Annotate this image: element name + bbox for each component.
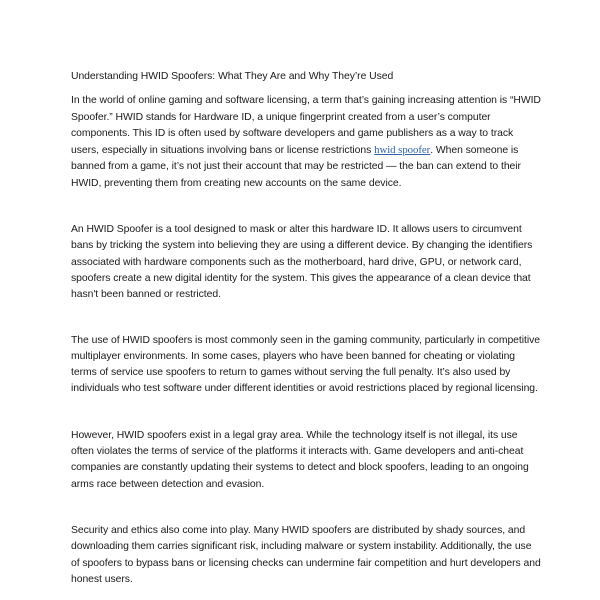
paragraph-definition: An HWID Spoofer is a tool designed to mask or alter this hardware ID. It allows users to circumvent bans by tricking the system into believing they are using a different device. By changing the identifiers associated with hardware components such as the motherboard, hard drive, GPU, or network card, spoofers create a new digital identity for the system. This gives the appearance of a clean device that hasn't been banned or restricted. [71,224,533,301]
paragraph-legality: However, HWID spoofers exist in a legal gray area. While the technology itself is not illegal, its use often violates the terms of service of the platforms it interacts with. Game developers and anti-cheat companies are constantly updating their systems to detect and block spoofers, leading to an ongoing arms race between detection and evasion. [71,429,529,490]
document-page [71,69,541,588]
paragraph-security-ethics: Security and ethics also come into play. Many HWID spoofers are distributed by shady sources, and downloading them carries significant risk, including malware or system instability. Additionally, the use of spoofers to bypass bans or licensing checks can undermine fair competition and hurt developers and honest users. [71,524,541,585]
document-title: Understanding HWID Spoofers: What They Are and Why They’re Used [71,71,394,82]
hwid-spoofer-link[interactable]: hwid spoofer [374,144,431,157]
paragraph-intro-text-start: In the world of online gaming and software licensing, a term that’s gaining increasing attention is “HWID Spoofer.” HWID stands for Hardware ID, a unique fingerprint created from a user’s computer components. This ID is often used by software developers and game publishers as a way to track users, especially in situations involving bans or license restrictions [71,95,541,157]
paragraph-intro-text-end: . When someone is banned from a game, it’s not just their account that may be restricted — the ban can extend to their HWID, preventing them from creating new accounts on the same device. [71,145,521,189]
paragraph-usage: The use of HWID spoofers is most commonly seen in the gaming community, particularly in competitive multiplayer environments. In some cases, players who have been banned for cheating or violating terms of service use spoofers to return to games without serving the full penalty. It’s also used by individuals who test software under different identities or avoid restrictions placed by regional licensing. [71,334,540,395]
paragraph-intro [71,93,541,192]
